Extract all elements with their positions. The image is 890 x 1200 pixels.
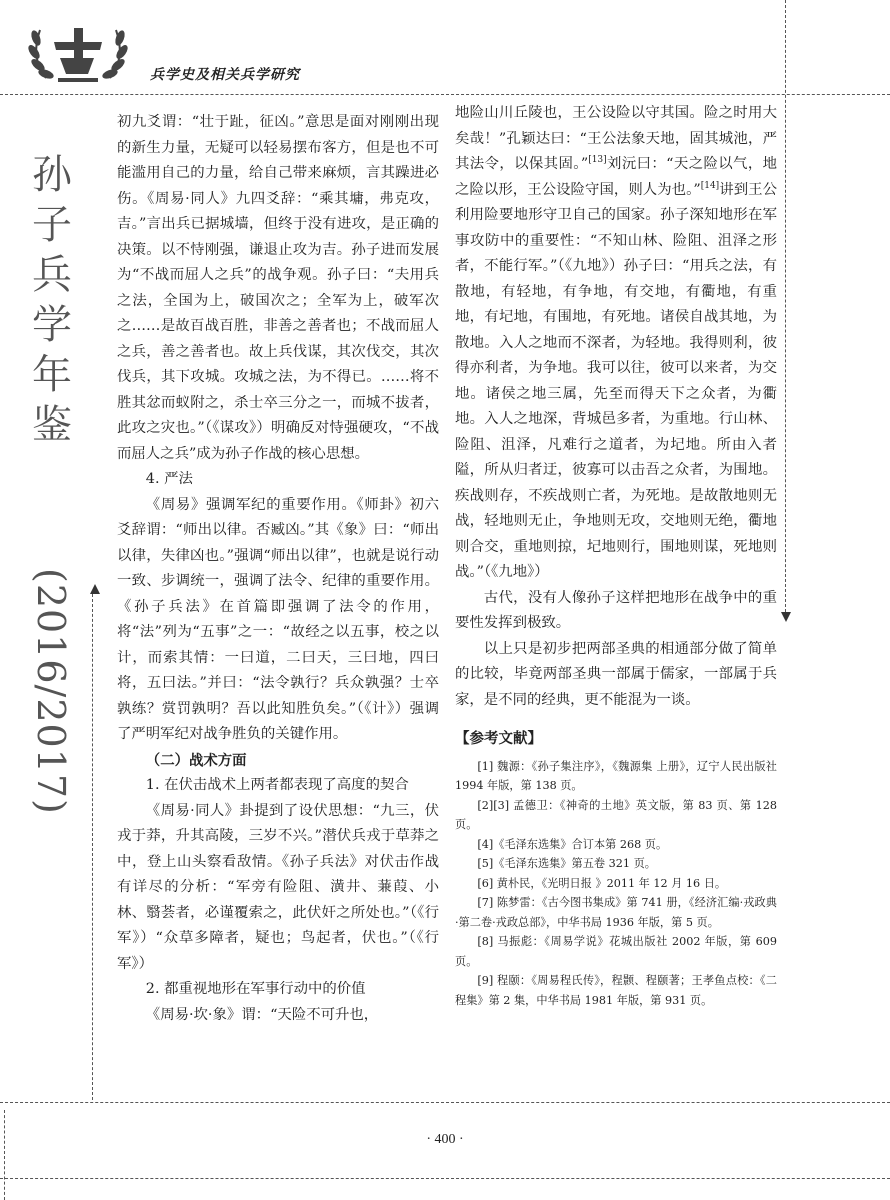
side-title-char: 兵 xyxy=(32,252,72,298)
subheading-strict-law: 4. 严法 xyxy=(145,471,193,487)
running-title: 兵学史及相关兵学研究 xyxy=(150,67,300,83)
left-edge-rule xyxy=(4,1110,5,1200)
paragraph: 古代，没有人像孙子这样把地形在战争中的重要性发挥到极致。 xyxy=(455,589,777,631)
citation-13: [13] xyxy=(588,155,607,166)
reference-item: [8] 马振彪：《周易学说》花城出版社 2002 年版，第 609 页。 xyxy=(455,935,777,968)
subheading-ambush: 1. 在伏击战术上两者都表现了高度的契合 xyxy=(145,777,409,793)
reference-item: [7] 陈梦雷：《古今图书集成》第 741 册，《经济汇编·戎政典·第二卷·戎政总部》，中华书局 1936 年版，第 5 页。 xyxy=(455,896,777,929)
left-column xyxy=(117,110,439,1028)
reference-item: [1] 魏源：《孙子集注序》，《魏源集 上册》，辽宁人民出版社 1994 年版，第 138 页。 xyxy=(455,759,777,792)
side-title-char: 子 xyxy=(32,202,72,248)
paragraph: 初九爻谓：“壮于趾，征凶。”意思是面对刚刚出现的新生力量，无疑可以轻易摆布客方，但是也不可能滥用自己的力量，给自己带来麻烦，言其躁进必伤。《周易·同人》九四爻辞：“乘其墉，弗克攻，吉。”言出兵已据城墙，但终于没有进攻，是正确的决策。以不恃刚强，谦退止攻为吉。孙子进而发展为“不战而屈人之兵”的战争观。孙子曰：“夫用兵之法，全国为上，破国次之；全军为上，破军次之……是故百战百胜，非善之善者也；不战而屈人之兵，善之善者也。故上兵伐谋，其次伐交，其次伐兵，其下攻城。攻城之法，为不得已。……将不胜其忿而蚁附之，杀士卒三分之一，而城不拔者，此攻之灾也。”（《谋攻》）明确反对恃强硬攻，“不战而屈人之兵”成为孙子作战的核心思想。 xyxy=(117,114,439,462)
arrow-up-icon xyxy=(90,584,100,594)
paragraph: 以上只是初步把两部圣典的相通部分做了简单的比较，毕竟两部圣典一部属于儒家，一部属于兵家，是不同的经典，更不能混为一谈。 xyxy=(455,640,777,708)
reference-item: [9] 程颐：《周易程氏传》，程颢、程颐著；王孝鱼点校：《二程集》第 2 集，中华书局 1981 年版，第 931 页。 xyxy=(455,974,777,1007)
footer-rule-top xyxy=(0,1102,890,1103)
footer-rule-bottom xyxy=(0,1178,890,1179)
side-title-char: 鉴 xyxy=(32,402,72,448)
references-heading: 【参考文献】 xyxy=(455,731,542,747)
paragraph xyxy=(455,101,777,586)
right-column xyxy=(455,101,777,1010)
page-number: · 400 · xyxy=(426,1132,464,1147)
side-title-char: 学 xyxy=(32,302,72,348)
header-rule xyxy=(0,94,890,95)
yearbook-logo xyxy=(24,8,132,94)
right-margin-rule xyxy=(785,0,786,612)
citation-14: [14] xyxy=(700,180,720,191)
section-heading-tactics: （二）战术方面 xyxy=(145,751,247,769)
side-year: (2016/2017) xyxy=(29,568,73,815)
side-title-char: 年 xyxy=(32,352,72,398)
reference-item: [6] 黄朴民，《光明日报 》2011 年 12 月 16 日。 xyxy=(477,876,727,890)
text-run: 讲到王公利用险要地形守卫自己的国家。孙子深知地形在军事攻防中的重要性：“不知山林、险阻、沮泽之形者，不能行军。”（《九地》）孙子曰：“用兵之法，有散地，有轻地，有争地，有交地，有衢地，有重地，有圮地，有围地，有死地。诸侯自战其地，为散地。入人之地而不深者，为轻地。我得则利，彼得亦利者，为争地。我可以往，彼可以来者，为交地。诸侯之地三属，先至而得天下之众者，为衢地。入人之地深，背城邑多者，为重地。行山林、险阻、沮泽，凡难行之道者，为圮地。所由入者隘，所从归者迂，彼寡可以击吾之众者，为围地。疾战则存，不疾战则亡者，为死地。是故散地则无战，轻地则无止，争地则无攻，交地则无绝，衢地则合交，重地则掠，圮地则行，围地则谋，死地则战。”（《九地》） xyxy=(455,181,777,580)
paragraph: 《周易》强调军纪的重要作用。《师卦》初六爻辞谓：“师出以律。否臧凶。”其《象》曰：“师出以律，失律凶也。”强调“师出以律”，也就是说行动一致、步调统一，强调了法令、纪律的重要作用。《孙子兵法》在首篇即强调了法令的作用，将“法”列为“五事”之一：“故经之以五事，校之以计，而索其情：一曰道，二曰天，三曰地，四曰将，五曰法。”并曰：“法令孰行？兵众孰强？士卒孰练？赏罚孰明？吾以此知胜负矣。”（《计》）强调了严明军纪对战争胜负的关键作用。 xyxy=(117,496,439,742)
subheading-terrain: 2. 都重视地形在军事行动中的价值 xyxy=(145,981,366,997)
paragraph: 《周易·同人》卦提到了设伏思想：“九三，伏戎于莽，升其高陵，三岁不兴。”潜伏兵戎于草莽之中，登上山头察看敌情。《孙子兵法》对伏击作战有详尽的分析：“军旁有险阻、潢井、蒹葭、小林、翳荟者，必谨覆索之，此伏奸之所处也。”（《行军》）“众草多障者，疑也；鸟起者，伏也。”（《行军》） xyxy=(117,802,439,972)
text-run: 刘沅曰：“天之险以气，地之险以形，王公设险守国，则人为也。” xyxy=(455,156,777,198)
reference-item: [4]《毛泽东选集》合订本第 268 页。 xyxy=(477,837,668,851)
text-run: 地险山川丘陵也，王公设险以守其国。险之时用大矣哉！”孔颖达曰：“王公法象天地，固其城池，严其法令，以保其固。” xyxy=(455,105,777,172)
arrow-down-icon xyxy=(781,612,791,622)
side-title-char: 孙 xyxy=(32,152,72,198)
paragraph: 《周易·坎·象》谓：“天险不可升也， xyxy=(145,1006,379,1023)
reference-item: [5]《毛泽东选集》第五卷 321 页。 xyxy=(477,857,656,870)
left-margin-rule xyxy=(92,594,93,1100)
side-book-title xyxy=(26,150,78,450)
reference-item: [2][3] 孟德卫：《神奇的土地》英文版，第 83 页、第 128 页。 xyxy=(455,798,777,831)
